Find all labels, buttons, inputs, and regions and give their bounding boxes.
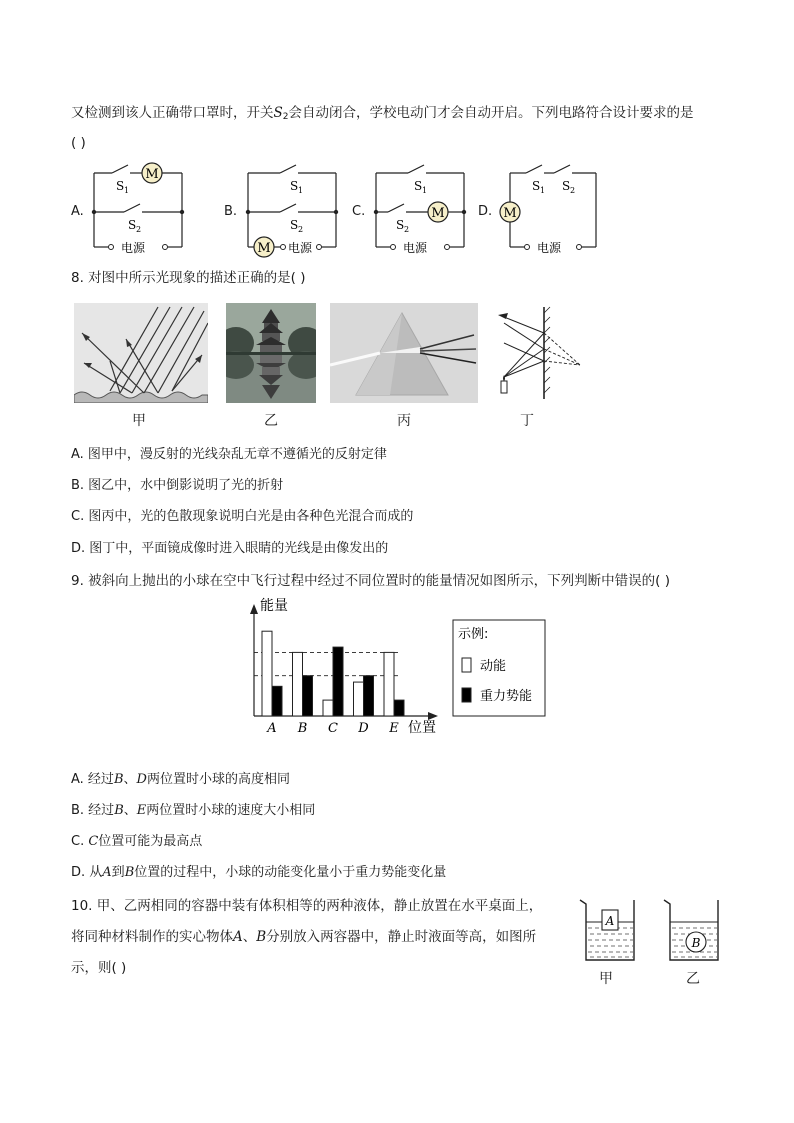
q10-stem-line2: 将同种材料制作的实心物体A、B分别放入两容器中，静止时液面等高，如图所 — [71, 929, 537, 945]
beaker-yi — [662, 896, 722, 966]
bar-kinetic-C — [323, 700, 333, 716]
power-source-label: 电源 — [537, 241, 562, 255]
x-tick-label-A: A — [267, 721, 277, 736]
svg-text:2: 2 — [404, 225, 410, 234]
bar-potential-D — [364, 676, 374, 716]
q7-paren: ( ) — [71, 135, 86, 151]
q7-stem-text-b: 会自动闭合，学校电动门才会自动开启。下列电路符合设计要求的是 — [288, 105, 694, 121]
beaker-jia — [578, 896, 638, 966]
bar-kinetic-B — [293, 652, 303, 716]
power-source-label: 电源 — [121, 241, 146, 255]
motor-label: M — [145, 167, 159, 182]
legend-title: 示例: — [458, 627, 489, 642]
circuit-a — [88, 158, 188, 258]
x-tick-label-B: B — [297, 721, 308, 736]
switch-subscript: 2 — [282, 112, 289, 122]
caption-beaker-yi: 乙 — [686, 971, 700, 987]
circuit-c — [370, 158, 470, 258]
object-b-label: B — [691, 936, 701, 950]
s2-label: S — [396, 218, 405, 232]
q7-stem-text-a: 又检测到该人正确带口罩时，开关 — [71, 105, 274, 121]
s1-label: S — [532, 179, 541, 193]
q9-option-c: C. C位置可能为最高点 — [71, 834, 203, 849]
svg-text:1: 1 — [298, 186, 304, 195]
legend-swatch-kinetic — [462, 658, 471, 672]
svg-text:1: 1 — [540, 186, 546, 195]
energy-bar-chart — [240, 594, 550, 744]
svg-text:1: 1 — [422, 186, 428, 195]
caption-jia: 甲 — [132, 413, 146, 429]
figure-bing-prism-dispersion — [330, 303, 478, 403]
motor-label: M — [257, 241, 271, 256]
x-tick-label-C: C — [328, 721, 338, 736]
figure-jia-diffuse-reflection — [74, 303, 208, 403]
s1-label: S — [414, 179, 423, 193]
figure-ding-plane-mirror — [494, 303, 584, 403]
legend-label-kinetic: 动能 — [480, 659, 507, 674]
q8-stem: 8. 对图中所示光现象的描述正确的是( ) — [71, 270, 306, 286]
x-axis-label: 位置 — [408, 720, 436, 736]
q7-option-a-label: A. — [71, 204, 84, 219]
bar-kinetic-A — [262, 631, 272, 716]
q9-option-a: A. 经过B、D两位置时小球的高度相同 — [71, 772, 290, 787]
circuit-d — [496, 158, 601, 258]
circuit-b — [242, 158, 342, 258]
s2-label: S — [290, 218, 299, 232]
motor-label: M — [431, 206, 445, 221]
y-axis-arrow — [250, 604, 258, 614]
q10-stem-line1: 10. 甲、乙两相同的容器中装有体积相等的两种液体，静止放置在水平桌面上， — [71, 898, 543, 914]
q9-option-d: D. 从A到B位置的过程中，小球的动能变化量小于重力势能变化量 — [71, 865, 447, 880]
q10-stem-line3: 示，则( ) — [71, 960, 127, 976]
bar-potential-A — [272, 686, 282, 716]
s1-label: S — [116, 179, 125, 193]
caption-beaker-jia: 甲 — [599, 971, 613, 987]
bar-potential-B — [303, 676, 313, 716]
q9-stem: 9. 被斜向上抛出的小球在空中飞行过程中经过不同位置时的能量情况如图所示，下列判断中错误的( ) — [71, 573, 670, 589]
q7-option-c-label: C. — [352, 204, 366, 219]
legend-label-potential: 重力势能 — [480, 689, 533, 704]
power-source-label: 电源 — [403, 241, 428, 255]
motor-label: M — [503, 206, 517, 221]
s1-label: S — [290, 179, 299, 193]
q8-option-a: A. 图甲中，漫反射的光线杂乱无章不遵循光的反射定律 — [71, 447, 387, 462]
bar-kinetic-D — [354, 682, 364, 716]
power-source-label: 电源 — [288, 241, 313, 255]
figure-yi-water-reflection — [226, 303, 316, 403]
caption-ding: 丁 — [520, 413, 534, 429]
q8-option-d: D. 图丁中，平面镜成像时进入眼睛的光线是由像发出的 — [71, 541, 389, 556]
y-axis-label: 能量 — [260, 598, 288, 614]
bar-potential-C — [333, 647, 343, 716]
switch-symbol: S — [273, 105, 283, 121]
s2-label: S — [128, 218, 137, 232]
q8-option-b: B. 图乙中，水中倒影说明了光的折射 — [71, 478, 284, 493]
svg-text:2: 2 — [570, 186, 576, 195]
svg-text:2: 2 — [136, 225, 142, 234]
bar-kinetic-E — [384, 652, 394, 716]
svg-text:1: 1 — [124, 186, 130, 195]
q9-option-b: B. 经过B、E两位置时小球的速度大小相同 — [71, 803, 316, 818]
caption-yi: 乙 — [264, 413, 278, 429]
x-axis-arrow — [428, 712, 438, 720]
q7-option-d-label: D. — [478, 204, 493, 219]
q7-stem-line1 — [71, 103, 693, 127]
q8-option-c: C. 图丙中，光的色散现象说明白光是由各种色光混合而成的 — [71, 509, 414, 524]
caption-bing: 丙 — [397, 413, 411, 429]
x-tick-label-E: E — [389, 721, 399, 736]
bar-potential-E — [394, 700, 404, 716]
legend-swatch-potential — [462, 688, 471, 702]
object-a-label: A — [605, 914, 615, 928]
q7-option-b-label: B. — [224, 204, 238, 219]
candle-icon — [501, 381, 507, 393]
x-tick-label-D: D — [358, 721, 369, 736]
svg-text:2: 2 — [298, 225, 304, 234]
s2-label: S — [562, 179, 571, 193]
